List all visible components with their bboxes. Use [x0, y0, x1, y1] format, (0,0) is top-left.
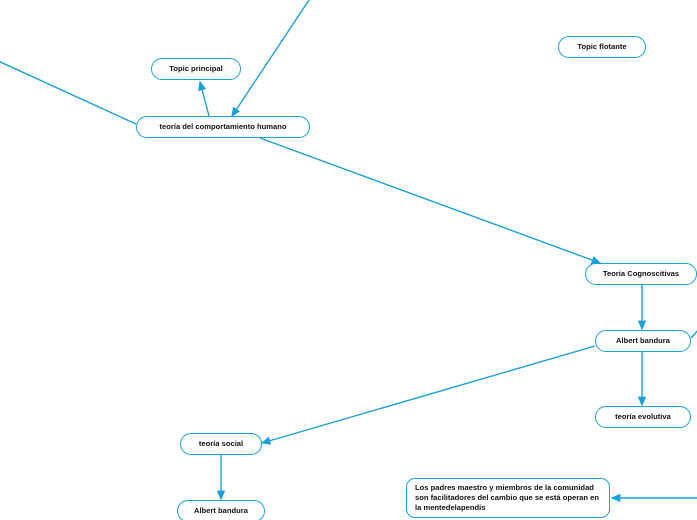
- edge-bandura-to-teoria-social[interactable]: [262, 346, 595, 443]
- node-teoria_comportamiento[interactable]: teoría del comportamiento humano: [136, 116, 310, 138]
- node-albert_bandura_1[interactable]: Albert bandura: [595, 330, 691, 352]
- node-teoria_evolutiva[interactable]: teoría evolutiva: [595, 406, 691, 428]
- node-topic_flotante[interactable]: Topic flotante: [558, 36, 646, 58]
- node-albert_bandura_2[interactable]: Albert bandura: [177, 500, 265, 520]
- node-teoria_social[interactable]: teoría social: [180, 433, 262, 455]
- edge-top-offscreen-to-comportamiento[interactable]: [232, 0, 313, 116]
- edge-bandura-to-right-offscreen[interactable]: [691, 328, 697, 338]
- edge-comportamiento-to-cognoscitivas[interactable]: [260, 138, 600, 263]
- edge-comportamiento-to-topic-principal[interactable]: [200, 82, 209, 116]
- node-teoria_cognoscitivas[interactable]: Teoria Cognoscitivas: [585, 263, 697, 285]
- node-topic_principal[interactable]: Topic principal: [151, 58, 241, 80]
- edge-left-offscreen-to-comportamiento[interactable]: [0, 60, 136, 124]
- node-nota_padres[interactable]: Los padres maestro y miembros de la comunidad son facilitadores del cambio que se está operan en la mentedelapendis: [406, 478, 610, 518]
